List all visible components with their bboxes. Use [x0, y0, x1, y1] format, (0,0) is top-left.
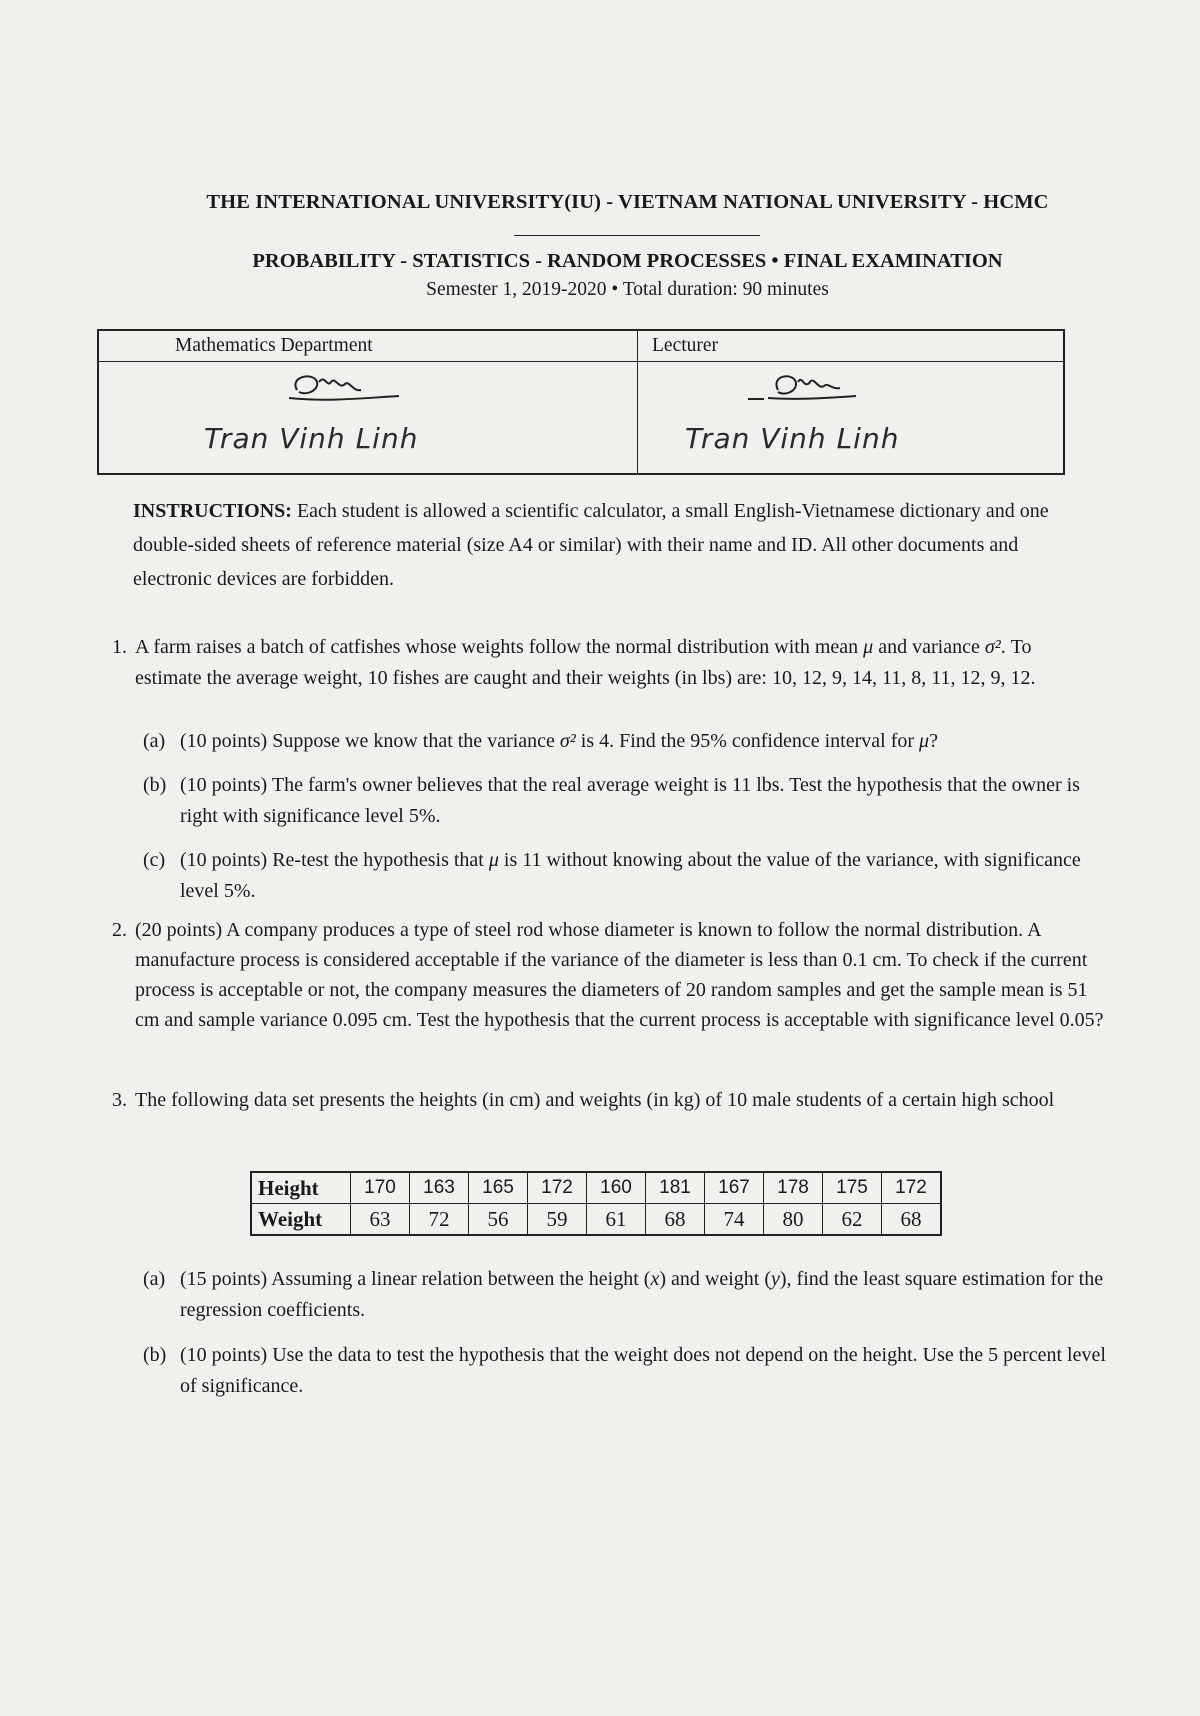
header-divider [514, 235, 760, 236]
height-cell: 160 [587, 1172, 646, 1204]
weight-cell: 68 [646, 1204, 705, 1236]
question-1a-text: (10 points) Suppose we know that the variance [180, 730, 555, 752]
question-1b-text: (10 points) The farm's owner believes that the real average weight is 11 lbs. Test the hypothesis that the owner is right with significance level 5%. [180, 774, 1080, 827]
question-1a-end: ? [929, 730, 938, 752]
weight-cell: 61 [587, 1204, 646, 1236]
height-cell: 163 [410, 1172, 469, 1204]
question-3-number: 3. [112, 1089, 127, 1111]
height-cell: 170 [351, 1172, 410, 1204]
department-signature-cell [99, 331, 638, 473]
sigma-squared-symbol: σ² [559, 730, 576, 752]
weight-row [251, 1204, 941, 1236]
question-2 [112, 915, 1107, 1035]
signature-table [97, 329, 1065, 475]
question-1b-label: (b) [143, 774, 167, 796]
weight-cell: 80 [764, 1204, 823, 1236]
mu-symbol: μ [488, 849, 499, 871]
lecturer-label: Lecturer [638, 331, 1063, 362]
mu-symbol: μ [919, 730, 930, 752]
lecturer-signature [738, 368, 888, 413]
mu-symbol: μ [863, 636, 874, 658]
department-signature [269, 368, 419, 413]
question-3 [112, 1085, 1110, 1116]
question-2-text: (20 points) A company produces a type of steel rod whose diameter is known to follow the normal distribution. A manufacture process is considered acceptable if the variance of the diameter is less than 0.1 cm. To check if the current process is acceptable or not, the company measures the diameters of 20 random samples and get the sample mean is 51 cm and sample variance 0.095 cm. Test the hypothesis that the current process is acceptable with significance level 0.05? [135, 919, 1104, 1031]
weight-cell: 72 [410, 1204, 469, 1236]
instructions [133, 494, 1098, 596]
height-cell: 178 [764, 1172, 823, 1204]
weight-cell: 59 [528, 1204, 587, 1236]
question-1-number: 1. [112, 636, 127, 658]
height-cell: 181 [646, 1172, 705, 1204]
department-signer-name: Tran Vinh Linh [204, 422, 419, 455]
y-variable: y [770, 1268, 780, 1290]
question-1a [143, 726, 1100, 757]
question-1 [112, 632, 1095, 694]
question-3b-label: (b) [143, 1344, 167, 1366]
weight-label: Weight [251, 1204, 351, 1236]
question-3a-text-mid: ) and weight ( [659, 1268, 771, 1290]
question-3a-text: (15 points) Assuming a linear relation between the height ( [180, 1268, 651, 1290]
height-cell: 175 [823, 1172, 882, 1204]
question-1c-text-cont: is 11 without knowing about the value of the variance, with significance level 5%. [180, 849, 1081, 902]
question-3b [143, 1340, 1115, 1402]
question-3a [143, 1264, 1110, 1326]
exam-title: PROBABILITY - STATISTICS - RANDOM PROCESSES • FINAL EXAMINATION [252, 250, 1003, 272]
question-3a-label: (a) [143, 1268, 166, 1290]
department-label: Mathematics Department [99, 331, 637, 362]
question-1-text-cont: . To estimate the average weight, 10 fishes are caught and their weights (in lbs) are: 10, 12, 9, 14, 11, 8, 11, 12, 9, 12. [135, 636, 1036, 689]
height-weight-table [250, 1171, 942, 1236]
university-header: THE INTERNATIONAL UNIVERSITY(IU) - VIETNAM NATIONAL UNIVERSITY - HCMC [206, 191, 1049, 213]
semester-info: Semester 1, 2019-2020 • Total duration: 90 minutes [426, 279, 829, 300]
question-1-text: A farm raises a batch of catfishes whose weights follow the normal distribution with mean [135, 636, 859, 658]
question-1a-label: (a) [143, 730, 166, 752]
instructions-text: Each student is allowed a scientific calculator, a small English-Vietnamese dictionary and one double-sided sheets of reference material (size A4 or similar) with their name and ID. All other documents and electronic devices are forbidden. [133, 500, 1049, 590]
weight-cell: 62 [823, 1204, 882, 1236]
height-cell: 172 [882, 1172, 942, 1204]
question-1-text-and: and variance [878, 636, 980, 658]
question-1c-text: (10 points) Re-test the hypothesis that [180, 849, 484, 871]
instructions-label: INSTRUCTIONS: [133, 500, 292, 522]
question-3-text: The following data set presents the heights (in cm) and weights (in kg) of 10 male students of a certain high school [135, 1089, 1055, 1111]
weight-cell: 63 [351, 1204, 410, 1236]
x-variable: x [650, 1268, 660, 1290]
question-1c-label: (c) [143, 849, 166, 871]
height-row [251, 1172, 941, 1204]
weight-cell: 68 [882, 1204, 942, 1236]
lecturer-name: Tran Vinh Linh [685, 422, 900, 455]
question-3a-text-end: ), find the least square estimation for the regression coefficients. [180, 1268, 1104, 1321]
question-1b [143, 770, 1100, 832]
question-1c [143, 845, 1100, 907]
height-cell: 172 [528, 1172, 587, 1204]
lecturer-signature-cell [638, 331, 1063, 473]
question-3b-text: (10 points) Use the data to test the hypothesis that the weight does not depend on the height. Use the 5 percent level of significance. [180, 1344, 1106, 1397]
height-cell: 167 [705, 1172, 764, 1204]
sigma-squared-symbol: σ² [984, 636, 1001, 658]
question-1a-text-mid: is 4. Find the 95% confidence interval for [580, 730, 915, 752]
weight-cell: 74 [705, 1204, 764, 1236]
weight-cell: 56 [469, 1204, 528, 1236]
height-label: Height [251, 1172, 351, 1204]
question-2-number: 2. [112, 919, 127, 941]
height-cell: 165 [469, 1172, 528, 1204]
